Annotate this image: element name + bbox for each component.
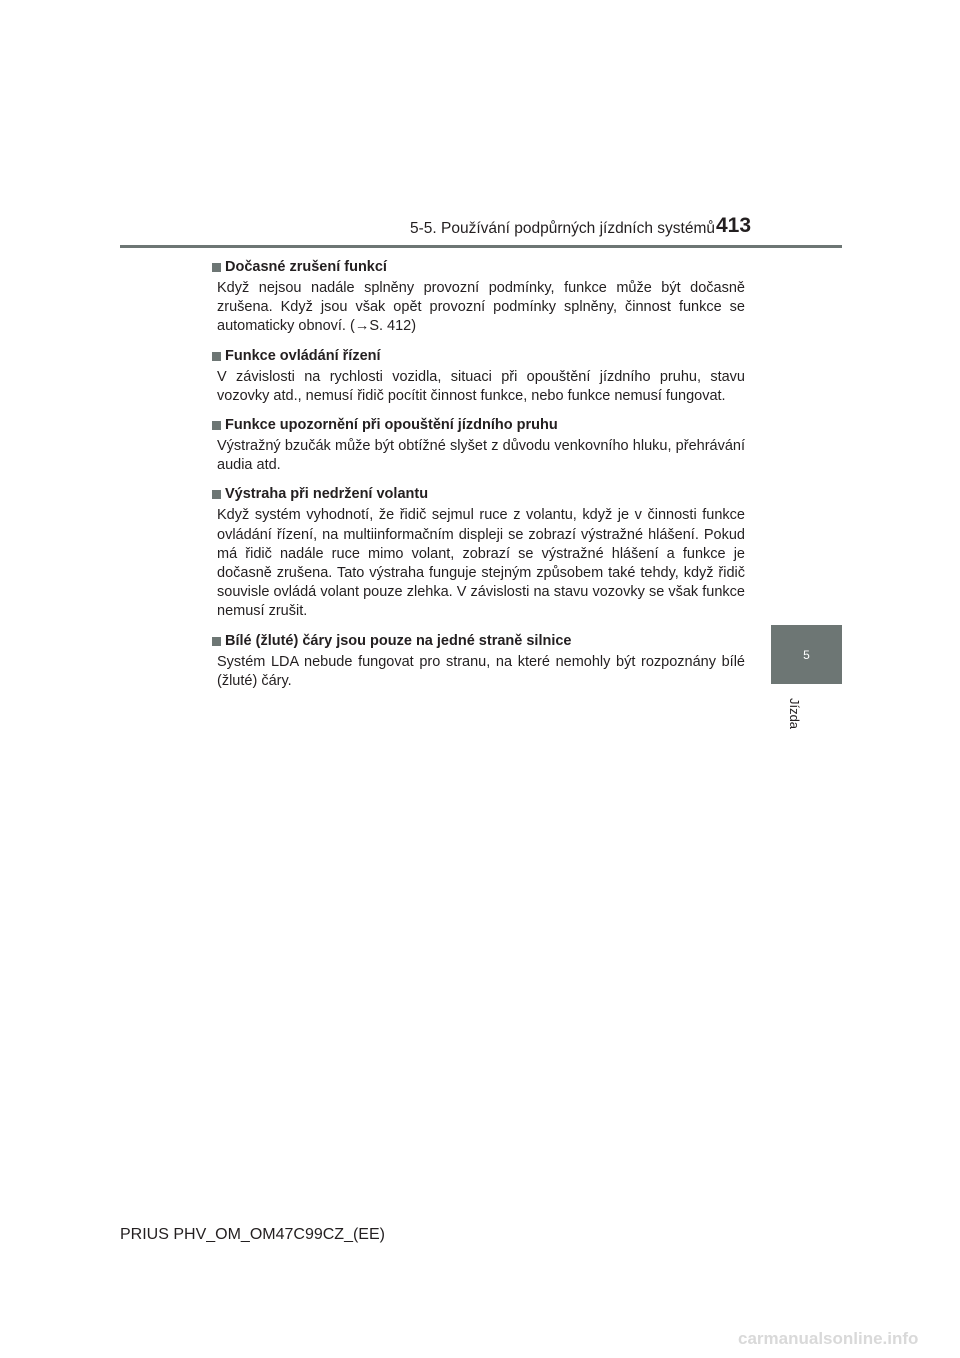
- section-heading-text: Výstraha při nedržení volantu: [225, 486, 429, 503]
- bullet-square-icon: [212, 637, 221, 646]
- section-body: Systém LDA nebude fungovat pro stranu, na které nemohly být rozpoznány bílé (žluté) čáry.: [217, 653, 745, 689]
- bullet-square-icon: [212, 352, 221, 361]
- section-body: Když nejsou nadále splněny provozní podmínky, funkce může být dočasně zrušena. Když jsou však opět provozní podmínky splněny, činnost funkce se automaticky obnoví. (→S. 412): [217, 280, 745, 335]
- section-body: V závislosti na rychlosti vozidla, situaci při opouštění jízdního pruhu, stavu vozovky atd., nemusí řidič pocítit činnost funkce, nebo funkce nemusí fungovat.: [217, 368, 745, 404]
- section-heading: [212, 415, 745, 435]
- page-number: 413: [716, 214, 752, 237]
- section-heading-text: Bílé (žluté) čáry jsou pouze na jedné straně silnice: [225, 632, 572, 649]
- header-divider: [120, 245, 842, 248]
- chapter-label-text: Jízda: [787, 697, 803, 729]
- bullet-square-icon: [212, 490, 221, 499]
- page-header-title: 5-5. Používání podpůrných jízdních systémů: [410, 220, 715, 237]
- main-content: [212, 257, 745, 700]
- chapter-number: 5: [803, 647, 810, 662]
- section-body: Výstražný bzučák může být obtížné slyšet z důvodu venkovního hluku, přehrávání audia atd.: [217, 438, 745, 474]
- section-heading: [212, 631, 745, 651]
- footer-document-code: PRIUS PHV_OM_OM47C99CZ_(EE): [120, 1226, 385, 1243]
- bullet-square-icon: [212, 421, 221, 430]
- watermark: carmanualsonline.info: [738, 1329, 919, 1348]
- section-one-side-lines: [212, 631, 745, 691]
- section-hands-off-warning: [212, 484, 745, 621]
- section-heading: [212, 346, 745, 366]
- chapter-tab: [771, 625, 842, 684]
- section-heading-text: Dočasné zrušení funkcí: [225, 259, 387, 275]
- section-heading: [212, 484, 745, 504]
- section-temporary-cancel: [212, 257, 745, 337]
- section-lane-departure-alert: [212, 415, 745, 475]
- section-body: Když systém vyhodnotí, že řidič sejmul ruce z volantu, když je v činnosti funkce ovládání řízení, na multiinformačním displeji se zobrazí výstražné hlášení. Pokud má řidič nadále ruce mimo volant, zobrazí se výstražné hlášení a funkce je dočasně zrušena. Tato výstraha funguje stejným způsobem také tehdy, když řidič souvisle ovládá volant pouze zlehka. V závislosti na stavu vozovky se však funkce nemusí zrušit.: [217, 507, 745, 620]
- section-heading-text: Funkce ovládání řízení: [225, 347, 381, 364]
- bullet-square-icon: [212, 263, 221, 272]
- section-steering-control: [212, 346, 745, 406]
- section-heading: [212, 257, 745, 277]
- chapter-label: [780, 688, 810, 738]
- section-heading-text: Funkce upozornění při opouštění jízdního pruhu: [225, 417, 558, 434]
